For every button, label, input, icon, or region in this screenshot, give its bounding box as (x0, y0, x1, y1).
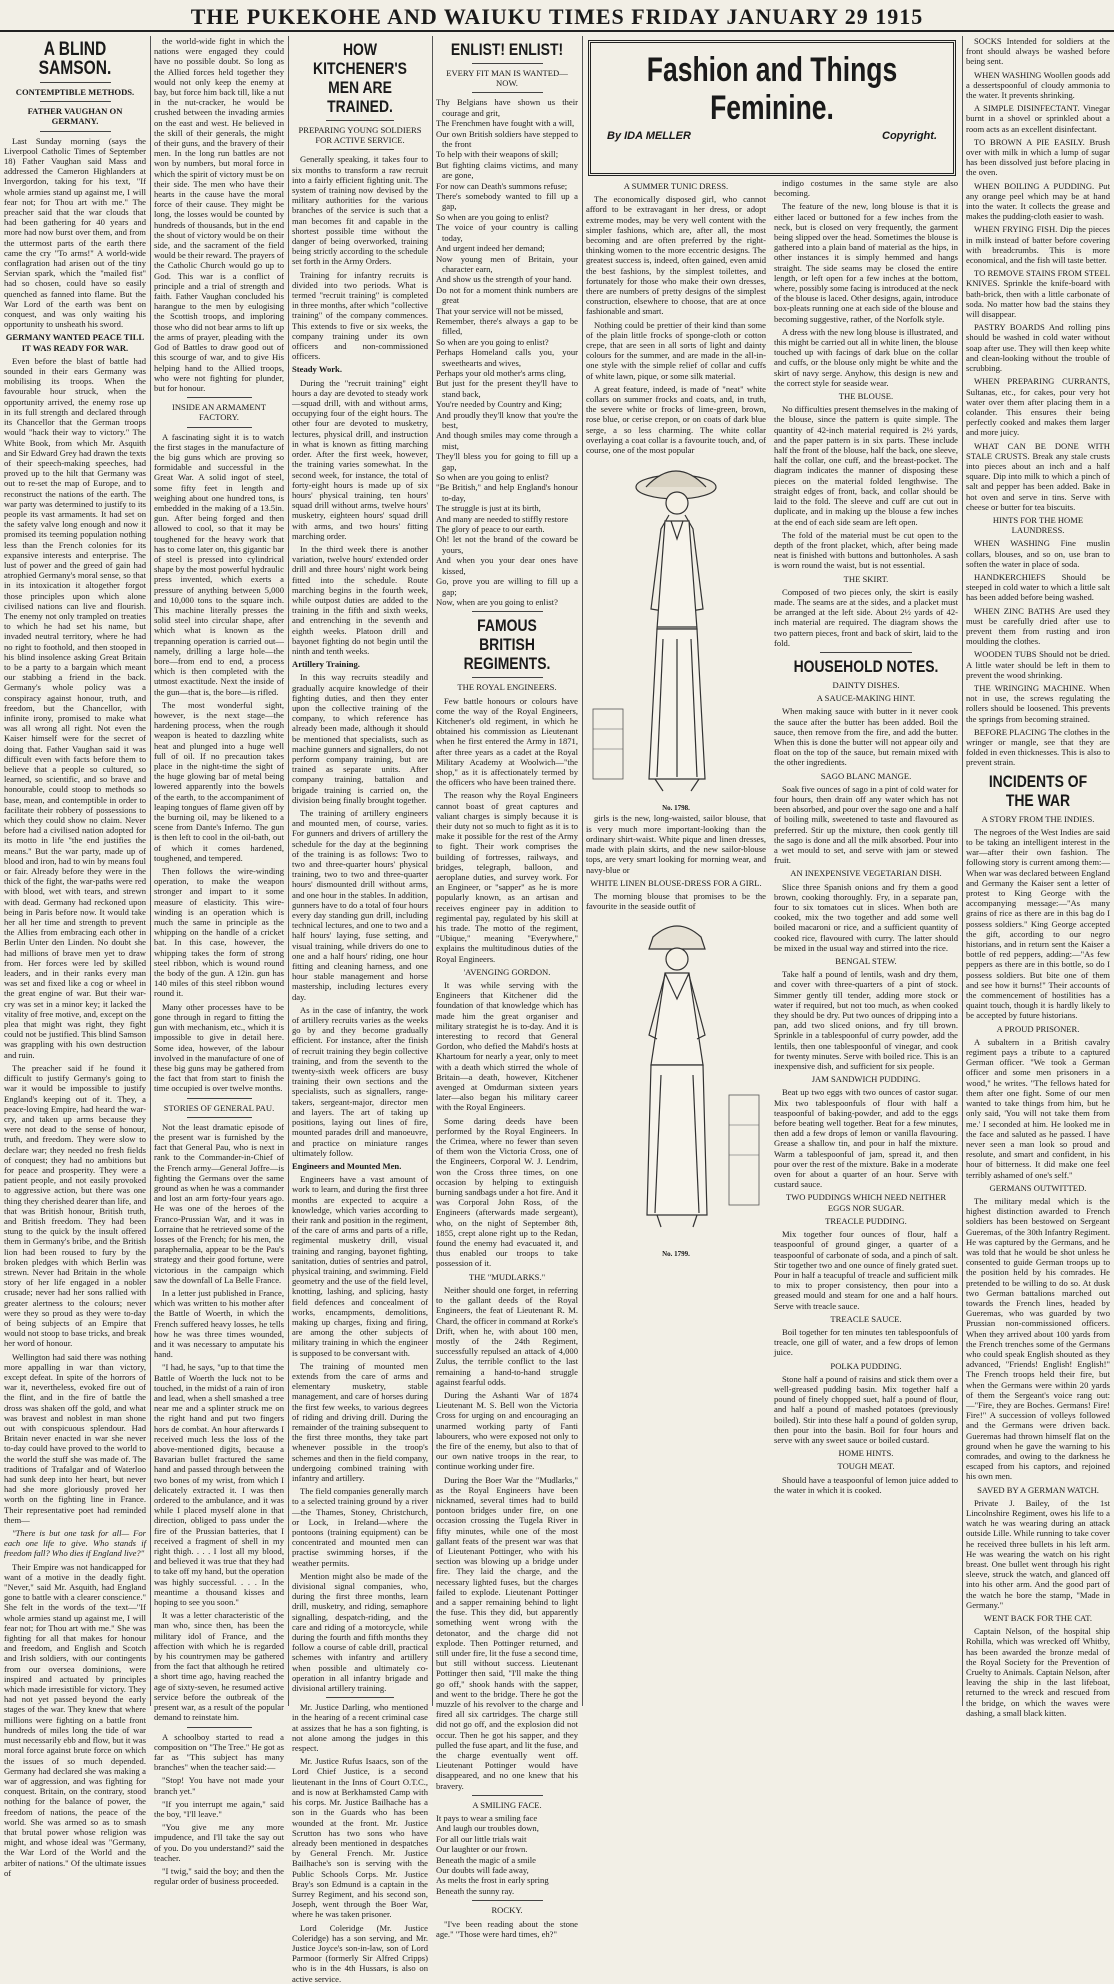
article-paragraph: No difficulties present themselves in the making of the blouse, since the pattern is quite simple. The quantity of 42-inch material required is 2½ yards, and the paper pattern is in six parts. These include half the front of the blouse, half the back, one sleeve, half the collar, one cuff, and the breast-pocket. The diagram indicates the manner of disposing these pieces on the material folded lengthwise. The straight edges of front, back, and collar should be laid to the fold. The sleeve and cuff are cut out in duplicate, and in making up the blouse a few inches at the end of each side seam are left open. (774, 404, 958, 527)
smiling-poem (436, 1813, 578, 1896)
article-paragraph: "Stop! You have not made your branch yet." (154, 1775, 284, 1796)
subhead-germany-wanted-peace: GERMANY WANTED PEACE TILL IT WAS READY FOR WAR. (5, 332, 145, 353)
poem-line: Perhaps Homeland calls you, your sweethearts and wives, (436, 347, 578, 368)
article-paragraph: Lord Coleridge (Mr. Justice Coleridge) has a son serving, and Mr. Justice Joyce's son-in-law, son of Lord Parmoor (formerly Sir Alfred Cripps) who is in the 4th Hussars, is also on active service. (292, 1922, 428, 1984)
poem-line: As melts the frost in early spring (436, 1875, 549, 1886)
article-paragraph: Last Sunday morning (says the Liverpool Catholic Times of September 18) Father Vaughan said Mass and addressed the Cameron Highlanders at Invergordon, taking for his text, "If whole armies stand up against me, I will fear not; for Thou art with me." The preacher said that the war clouds that had been gathering for 40 years and more had now burst over them, and from the uttermost parts of the earth there came the cry "To arms!" A world-wide conflagration had arisen out of the tiny Servian spark, which the "mailed fist" had so chosen, could have so easily quenched as fanned into flame. But the War Lord of the earth was bent on conquest, and was only waiting his opportunity to unsheath his sword. (4, 135, 146, 330)
article-paragraph: Mention might also be made of the divisional signal companies, who, during the first three months, learn drill, musketry, and riding, semaphore signalling, despatch-riding, and the care and riding of a motorcycle, while during the fourth and fifth months they follow a course of cable drill, practical schemes with infantry and artillery when possible and ultimately co-operation in all infantry brigade and divisional artillery training. (292, 1570, 428, 1694)
subhead-summer-tunic: A SUMMER TUNIC DRESS. (623, 181, 729, 191)
headline-regiments: FAMOUS BRITISH REGIMENTS. (463, 616, 551, 674)
subhead-blouse: THE BLOUSE. (838, 391, 894, 402)
article-paragraph: In a letter just published in France, which was written to his mother after the Battle of Woerth, in which the French suffered heavy losses, he tells how he was three times wounded, and it was necessary to amputate his hand. (154, 1287, 284, 1360)
recipe-text: Should have a teaspoonful of lemon juice added to the water in which it is cooked. (774, 1474, 958, 1495)
article-paragraph: indigo costumes in the same style are also becoming. (774, 178, 958, 199)
subhead-father-vaughan: FATHER VAUGHAN ON GERMANY. (27, 106, 123, 127)
poem-line: "Be British," and help England's honour to-day, (436, 482, 578, 503)
fashion-left-column (586, 178, 766, 1708)
recipe-text: Boil together for ten minutes ten tablespoonfuls of treacle, one gill of water, and a few drops of lemon juice. (774, 1326, 958, 1358)
article-paragraph: Neither should one forget, in referring to the gallant deeds of the Royal Engineers, the feat of Lieutenant R. M. Chard, the officer in command at Rorke's Drift, when he, with about 100 men, mostly of the 24th Regiment, successfully repulsed an attack of 4,000 Zulus, the terrible conflict to the last remaining a hand-to-hand struggle against fearful odds. (436, 1284, 578, 1387)
poem-line: For now can Death's summons refuse; (436, 180, 568, 191)
article-paragraph: During the Ashanti War of 1874 Lieutenant M. S. Bell won the Victoria Cross for urging on and encouraging an unarmed working party of Fanti labourers, who were exposed not only to the fire of the enemy, but also to that of our own native troops in the rear, to continue working under fire. (436, 1389, 578, 1472)
poem-line: They'll bless you for going to fill up a gap, (436, 451, 578, 472)
article-paragraph: Even before the blast of battle had sounded in their ears Germany was mobilising its troops. When the favourable hour struck, when the opportunity arrived, the enemy rose up in its full strength and declared through its Chancellor that the German troops would "hack their way to victory." The White Book, from which Mr. Asquith and Sir Edward Grey had drawn the texts of their speech-making speeches, had proved up to the hilt that Germany was out to re-set the map of Europe, and to reconstruct the nations of the earth. The war party was determined to justify to its people its vast armaments. It had set on the safety valve long enough and now it promised its teeming population nothing less than the French colonies for its expansive interests and enterprise. The lust of power and the greed of gain had atrophied Germany's moral sense, so that in its intoxication it altogether forgot those principles upon which alone civilised nations can live and flourish. The enemy not only trampled on treaties to which he had set his name, but invaded neutral territory, where he had no right to foothold, and then stooped in his blind insolence asking Great Britain to be a party to a bargain which meant our stabbing a friend in the back. Germany's whole policy was a conspiracy against honour, truth, and freedom, but the Chancellor, with infinite irony, promised to make what was all wrong all right. Not even the Kaiser himself were for the secret of doing that. Father Vaughan said it was difficult even with facts before them to believe that a people so cultured, so learned, so scientific, and so brave and honourable, could stoop to methods so base, mean, and contemptible in order to facilitate their robbery of possessions to which they could show no claim. Never before had a civilised nation adopted for its motto in life "the end justifies the means." But the war party, made up of blood and iron, had to win by means foul or fair. Already before they were in the thick of the fight, the war-paths were red with blood, wet with tears, and strewn with dead. Germany had reckoned upon being in Paris before now. It would take her all her time and strength to prevent the Allies from embracing each other in Berlin Unter den Linden. No doubt she had millions of brave men yet to draw from. Her forces were led by skilled leaders, and in their ranks every man was set and fixed like a cog or wheel in the great engine of war. But their war-cry was set in a minor key; it lacked the vitality of free motive, and, except on the plea that might was right, they fight could not be justified. This blind Samson was grappling with his own destruction and ruin. (4, 355, 146, 1060)
poem-line: Go, prove you are willing to fill up a gap; (436, 576, 578, 597)
subhead-royal-engineers: THE ROYAL ENGINEERS. (457, 682, 557, 693)
poem-line: Oh! let not the brand of the coward be yours, (436, 534, 578, 555)
article-paragraph: Composed of two pieces only, the skirt is easily made. The seams are at the sides, and a placket must be arranged at the left side. About 2½ yards of 42-inch material are required. The diagram shows the two pattern pieces, front and back of skirt, laid to the fold. (774, 586, 958, 648)
article-paragraph: Training for infantry recruits is divided into two periods. What is termed "recruit training" is completed in three months, after which "collective training" of the company commences. This extends to five or six weeks, the company training under its own officers and non-commissioned officers. (292, 269, 428, 362)
poem-line: You're needed by Country and King; (436, 399, 562, 410)
article-paragraph: "If you interrupt me again," said the boy, "I'll leave." (154, 1798, 284, 1819)
fashion-illustration-1799 (591, 915, 761, 1245)
poem-line: And show us the strength of your hand. (436, 274, 572, 285)
joke-rocky: "I've been reading about the stone age." "Those were hard times, eh?" (436, 1918, 578, 1939)
headline-household-notes: HOUSEHOLD NOTES. (793, 656, 939, 676)
article-paragraph: The training of artillery engineers and mounted men, of course, varies. For gunners and drivers of artillery the schedule for the day at the beginning of the training is as follows: Two to two and three-quarter hours' physical training, two to two and three-quarter hours' dismounted drill without arms, and one hour in the stables. In addition, gunners have to do a total of four hours every day standing gun drill, including technical lectures, and one to two and a half hours' laying, fuse setting, and visual training, while drivers do one to one and a half hours' riding, one hour fitting and cleaning harness, and one hour stable management and horse mastership, including lectures every day. (292, 808, 428, 1002)
article-paragraph: "I twig," said the boy; and then the regular order of business proceeded. (154, 1865, 284, 1887)
column-rule (582, 36, 583, 1706)
article-paragraph: Mr. Justice Rufus Isaacs, son of the Lord Chief Justice, is a second lieutenant in the Inns of Court O.T.C., and is now at Berkhamsted Camp with his corps. Mr. Justice Bailhache has a son in the Guards who has been wounded at the front. Mr. Justice Scrutton has two sons who have already been mentioned in despatches by General French. Mr. Justice Bailhache's son is serving with the Public Schools Corps. Mr. Justice Bray's son Edmund is a captain in the Surrey Regiment, and his second son, Joseph, went through the Boer War, where he was taken prisoner. (292, 1756, 428, 1920)
poem-line: So when are you going to enlist? (436, 211, 549, 222)
hint-heading: WENT BACK FOR THE CAT. (983, 1613, 1093, 1624)
column-enlist (436, 36, 578, 1939)
article-paragraph: It was a letter characteristic of the man who, since then, has been the military idol of France, and the affection with which he is regarded by his countrymen may be gathered from the fact that although he retired a short time ago, having reached the age of sixty-seven, he resumed active service before the outbreak of the present war, as a result of the popular demand to reinstate him. (154, 1610, 284, 1723)
hint-text: WHEN ZINC BATHS Are used they must be carefully dried after use to prevent them from rusting and iron moulding the clothes. (966, 605, 1110, 647)
subhead-preparing: PREPARING YOUNG SOLDIERS FOR ACTIVE SERVICE. (298, 125, 422, 146)
article-paragraph: During the Boer War the "Mudlarks," as the Royal Engineers have been nicknamed, several times had to build pontoon bridges under fire, on one occasion crossing the Tugela River in fifty minutes, while one of the most gallant feats of the present war was that of Lieutenant Pottinger, who with his section was blowing up a bridge under fire. They laid the charge, and the necessary lighted fuses, but the charges failed to explode. Lieutenant Pottinger and a sapper remaining behind to light the fuse. This they did, but apparently something went wrong with the detonator, and the charge did not explode. Then Pottinger returned, and still under fire, lit the fuse a second time, but still without success. Lieutenant Pottinger then said, "I'll make the thing go off," shook hands with the sapper, and went to the bridge. There he got the muzzle of his revolver to the charge and fired all six cartridges. The charge still did not go off, and the explosion did not occur. Then he got his sapper, and they pulled the fuse apart, and lit the fuse, and the charge eventually went off. Lieutenant Pottinger would have disappeared, and no one knew that his bravery. (436, 1474, 578, 1791)
poem-line: The Frenchmen have fought with a will, (436, 118, 575, 129)
hint-text: TO REMOVE STAINS FROM STEEL KNIVES. Sprinkle the knife-board with bath-brick, then with a little carbonate of soda. No matter how bad the stains they will disappear. (966, 268, 1110, 320)
poem-line: There's somebody wanted to fill up a gap, (436, 191, 578, 212)
subhead-skirt: THE SKIRT. (843, 573, 889, 584)
subhead-engineers: Engineers and Mounted Men. (292, 1160, 402, 1171)
poem-line: Beneath the magic of a smile (436, 1854, 536, 1865)
poem-line: And though smiles may come through a mist, (436, 430, 578, 451)
recipe-text: When making sauce with butter in it never cook the sauce after the butter has been added. Boil the sauce, then remove from the fire, and add the butter. When this is done the butter will not appear oily and float on the top of the sauce, but remain mixed with the other ingredients. (774, 706, 958, 768)
poem-line: And laugh our troubles down, (436, 1823, 539, 1834)
fashion-title (631, 51, 913, 127)
poem-line: Do not for a moment think numbers are great (436, 284, 578, 306)
recipe-text: Take half a pound of lentils, wash and dry them, and cover with three-quarters of a pint of stock. Simmer gently till tender, adding more stock or water if required, but not too much, as when cooked they should be dry. Put two ounces of dripping into a pan, add two sliced onions, and fry till brown. Sprinkle in a tablespoonful of curry powder, add the lentils, then one tablespoonful of vinegar, and cook for twenty minutes. Serve with boiled rice. This is an inexpensive dish, and sufficient for six people. (774, 969, 958, 1072)
quoted-verse: "There is but one task for all— For each one life to give. Who stands if freedom fall? Who dies if England live?" (4, 1528, 146, 1559)
poem-line: Our doubts will fade away, (436, 1865, 529, 1876)
hint-text: WHEN FRYING FISH. Dip the pieces in milk instead of batter before covering with breadcrumbs. This is more economical, and the fish will taste better. (966, 224, 1110, 266)
poem-line: And when you your dear ones have kissed, (436, 555, 578, 576)
subhead-armament-factory: INSIDE AN ARMAMENT FACTORY. (171, 402, 267, 423)
column-kitchener (292, 36, 428, 1984)
poem-line: Our laughter or our frown. (436, 1844, 528, 1855)
article-paragraph: The field companies generally march to a selected training ground by a river—the Thames, Stoney, Christchurch, or Lock, in Ireland—where the pontoons (training equipment) can be concentrated and mounted men can practise swimming horses, if the weather permits. (292, 1486, 428, 1568)
subhead-avenging-gordon: 'AVENGING GORDON. (463, 966, 551, 977)
hint-text: WHEN PREPARING CURRANTS, Sultanas, etc., for cakes, pour very hot water over them after placing them in a colander. This ensures their being perfectly cooked and makes them larger and more juicy. (966, 376, 1110, 438)
subhead-dainty-dishes: DAINTY DISHES. (832, 679, 900, 690)
article-paragraph: Not the least dramatic episode of the present war is furnished by the fact that General Pau, who is next in rank to the Commander-in-Chief of the French army—General Joffre—is fighting the Germans over the same ground as when he was a commander and lost an arm forty-four years ago. He was one of the heroes of the Franco-Prussian War, and it was in Lorraine that he retrieved some of the losses of the French; for his men, the paraphernalia, appear to be the Pau's strategy and their good fortune, were victorious in the campaign which saw the downfall of La Belle France. (154, 1121, 284, 1285)
recipe-heading: HOME HINTS. (838, 1448, 894, 1459)
recipe-heading: TOUGH MEAT. (837, 1461, 895, 1472)
poem-line: And proudly they'll know that you're the best, (436, 409, 578, 430)
subhead-artillery: Artillery Training. (292, 659, 360, 670)
recipe-heading: TREACLE PUDDING. (825, 1215, 907, 1226)
recipe-heading: JAM SANDWICH PUDDING. (811, 1074, 921, 1085)
article-paragraph: The preacher said if he found it difficult to justify Germany's going to war it would be impossible to justify England's keeping out of it. They, a peace-loving Empire, had heard the war-cry, and taken up arms because they were not dead to the sense of honour, truth, and freedom. They were slow to declare war; they needed no fresh fields of conquest; they had no ambitions but for peace and prosperity. They were a patient people, and not easily provoked to aggressive action, but there was one thing they cherished dearer than life, and that was British honour, British truth, and British freedom. They had been stung to the quick by the insult offered them in Germany's bribe, and the British lion had been roused to fury by the broken pledges with which Berlin was strewn. Never had Britain in the whole story of her life engaged in a nobler crusade; never had her sons rallied with greater alertness to the colours; never were they so proud as they were to-day of being subjects of an Empire that would not stoop to base tricks, and break her word of honour. (4, 1062, 146, 1349)
article-paragraph: "You give me any more impudence, and I'll take the say out of you. Do you understand?" said the teacher. (154, 1822, 284, 1863)
hint-heading: A STORY FROM THE INDIES. (981, 813, 1095, 824)
article-paragraph: girls is the new, long-waisted, sailor blouse, that is very much more important-looking than the ordinary shirt-waist. White pique and linen dresses, made with plain skirts, and the new sailor-blouse tops, are very smart looking for morning wear, and navy-blue or (586, 813, 766, 875)
fashion-illustration-1798 (591, 459, 761, 799)
column-rule (962, 36, 963, 1706)
article-paragraph: Their Empire was not handicapped for want of a motive in the deadly fight. "Never," said Mr. Asquith, had England gone to battle with a clearer conscience." She felt in the words of the text—"If whole armies stand up against me, I will fear not; for Thou art with me." She was fighting for all that makes for honour and freedom, and English and Scotch and Irish soldiers, with our contingents from our oversea dominions, were inspired and actuated by principles which made irresistible for victory. They had not yet passed beyond the early stages of the war. They knew that where millions were fighting on a battle front hundreds of miles long the tide of war must necessarily ebb and flow, but it was moral force against brute force on which the issues of so much depended. Germany had declared she was making a war of aggression, and was fighting for conquest. Britain, on the contrary, stood nothing for the balance of power, the freedom of nations, the peace of the world. She was armed so as to smash that brutal power whose religion was might, and whose ideal was "Germany, the War Lord of the World and the arbiter of nations." Of the ultimate issues of (4, 1561, 146, 1878)
poem-line: To help with their weapons of skill; (436, 149, 559, 160)
recipe-heading: TREACLE SAUCE. (830, 1313, 902, 1324)
poem-line: But fighting claims victims, and many are gone, (436, 159, 578, 181)
poem-line: The struggle is just at its birth, (436, 503, 541, 514)
article-paragraph: Mr. Justice Darling, who mentioned in the hearing of a recent criminal case at assizes that he has a son fighting, is not alone among the judges in this respect. (292, 1702, 428, 1754)
recipe-heading: TWO PUDDINGS WHICH NEED NEITHER EGGS NOR SUGAR. (785, 1192, 947, 1213)
poem-line: Now, when are you going to enlist? (436, 596, 558, 607)
hint-heading: SAVED BY A GERMAN WATCH. (977, 1484, 1099, 1495)
hint-text: BEFORE PLACING The clothes in the wringer or mangle, see that they are folded in even thicknesses. This is also to prevent strain. (966, 726, 1110, 768)
hints-list (966, 36, 1110, 1718)
article-paragraph: Many other processes have to be gone through in regard to fitting the gun with mechanism, etc., which it is impossible to give in detail here. Some idea, however, of the labour involved in the manufacture of one of these big guns may be gathered from the fact that from start to finish the time occupied is over twelve months. (154, 1001, 284, 1094)
article-paragraph: In the third week there is another variation, twelve hours' extended order drill and three hours' night work being fitted into the schedule. Route marching begins in the fourth week, while outpost duties are added to the training in the fifth and sixth weeks, and entrenching in the seventh and eighth weeks. Platoon drill and bayonet fighting do not begin until the ninth and tenth weeks. (292, 543, 428, 656)
column-world-wide-fight (154, 36, 284, 1887)
hint-text: WHEN BOILING A PUDDING. Put any orange peel which may be at hand into the water. It collects the grease and makes the pudding-cloth easier to wash. (966, 180, 1110, 222)
poem-line: It pays to wear a smiling face (436, 1813, 538, 1824)
article-paragraph: Wellington had said there was nothing more appalling in war than victory, except defeat. In spite of the horrors of war it, nevertheless, evoked fire out of the flint, and in the fire of battle the dross was shaken off the gold, and what was bravest and noblest in man shone out with conspicuous splendour. Had Britain never enacted in war she never to-day could have proved to the world to the world the stuff she was made of. The traditions of Trafalgar and of Waterloo had sunk deep into her heart, but never had she more gloriously proved her worth on the fighting line in France. Their representative poet had reminded them— (4, 1351, 146, 1525)
article-paragraph: Few battle honours or colours have come the way of the Royal Engineers, Kitchener's old regiment, in which he obtained his commission as Lieutenant when he first entered the Army in 1871, after three years as a cadet at the Royal Military Academy at Woolwich—"the shop," as it is affectionately termed by the officers who have been trained there. (436, 695, 578, 788)
poem-line: So when are you going to enlist? (436, 472, 549, 483)
headline-enlist: ENLIST! ENLIST! (450, 40, 564, 59)
recipe-text: Soak five ounces of sago in a pint of cold water for four hours, then drain off any water which has not been absorbed, and pour over the sago one and a half of boiling milk, sweetened to taste and flavoured as preferred. Stir up the mixture, then cook gently till the sago is done and all the milk absorbed. Pour into a wet mould to set, and serve with jam or stewed fruit. (774, 783, 958, 866)
column-rule (432, 36, 433, 1706)
enlist-poem (436, 97, 578, 607)
article-paragraph: The most wonderful sight, however, is the next stage—the hardening process, when the rough weapon is heated to dazzling white heat and plunged into a huge well full of oil. If no precaution takes place in the night-time the sight of the huge glowing bar of metal being lowered apparently into the bowels of the earth, to the accompaniment of leaping tongues of flame given off by the burning oil, may be likened to a scene from Dante's Inferno. The gun is then left to cool in the oil-bath, out of which it comes hardened, toughened, and tempered. (154, 699, 284, 863)
hint-text: Captain Nelson, of the hospital ship Rohilla, which was wrecked off Whitby, has been awarded the bronze medal of the Royal Society for the Prevention of Cruelty to Animals. Captain Nelson, after leaving the ship in the last lifeboat, returned to the wreck and rescued from the bridge, on which the waves were dashing, a small black kitten. (966, 1626, 1110, 1718)
article-paragraph: The morning blouse that promises to be the favourite in the seaside outfit of (586, 890, 766, 912)
article-paragraph: The feature of the new, long blouse is that it is either laced or buttoned for a few inches from the neck, but is closed on very frequently, the garment being slipped over the head. Sometimes the blouse is gathered into a plain band of material as the hips, in other instances it is simply hemmed and hangs straight. The side seams may be closed the entire length, or left open for a few inches at the bottom, where, possibly some facing is introduced at the neck of the blouse is laced. Other designs, again, introduce box-pleats running one at each side of the blouse and becoming suggestive, rather, of the Norfolk style. (774, 201, 958, 324)
poem-line: Our own British soldiers have stepped to the front (436, 128, 578, 150)
headline-blind-samson: A BLIND SAMSON. (38, 39, 112, 79)
poem-line: Perhaps your old mother's arms cling, (436, 367, 566, 378)
recipe-heading: SAGO BLANC MANGE. (820, 770, 912, 781)
headline-kitchener: HOW KITCHENER'S MEN ARE TRAINED. (313, 40, 407, 116)
hint-text: WHEN WASHING Fine muslin collars, blouses, and so on, use bran to soften the water in place of soda. (966, 538, 1110, 569)
article-paragraph: Some daring deeds have been performed by the Royal Engineers. In the Crimea, where no fewer than seven of them won the Victoria Cross, one of the Engineers, Corporal W. J. Lendrim, won the Cross three times, on one occasion by helping to extinguish burning sandbags under a hot fire. And it was Corporal John Ross, of the Engineers (afterwards made sergeant), who, on the night of September 8th, 1855, crept alone right up to the Redan, found the enemy had evacuated it, and thus enabled our troops to take possession of it. (436, 1115, 578, 1269)
fashion-banner (588, 40, 956, 176)
byline-author: By IDA MELLER (607, 130, 691, 142)
article-paragraph: The reason why the Royal Engineers cannot boast of great captures and valiant charges is simply because it is their duty not so much to fight as it is to make it possible for the rest of the Army to fight. Their work comprises the building of fortresses, railways, and bridges, telegraph, balloon, and aeroplane duties, and survey work. For an Engineer, or "sapper" as he is more popularly known, as an artisan and receives engineer pay in addition to regimental pay, regulated by his skill at his trade. The motto of the regiment, "Ubique," meaning "Everywhere," explains the multitudinous duties of the Royal Engineers. (436, 790, 578, 964)
hint-text: A SIMPLE DISINFECTANT. Vinegar burnt in a shovel or sprinkled about a room acts as an excellent disinfectant. (966, 103, 1110, 134)
hint-text: WHEN WASHING Woollen goods add a dessertspoonful of cloudy ammonia to the water. It prevents shrinking. (966, 69, 1110, 101)
article-paragraph: It was while serving with the Engineers that Kitchener did the foundation of that knowledge which has made him the great organiser and military strategist he is to-day. And it is interesting to record that General Gordon, who defied the Mahdi's hosts at Khartoum for nearly a year, only to meet with a death which stirred the whole of Britain—a death, however, Kitchener avenged at Omdurman sixteen years later—also began his military career with the Royal Engineers. (436, 980, 578, 1113)
article-paragraph: A fascinating sight it is to watch the first stages in the manufacture of the big guns which are proving so formidable and successful in the Great War. A solid ingot of steel, some fifty feet in length and weighing about one hundred tons, is embedded in the making of a 13.5in. gun. After being forged and then allowed to cool, so that it may be toughened for the heavy work that has to come later on, this gigantic bar of steel is pressed into cylindrical shape by the most powerful hydraulic press invented, which exerts a pressure of anything between 5,000 and 10,000 tons to the square inch. This machine literally presses the solid steel into circular shape, after which what is known as the trepanning operation is carried out—namely, drilling a large hole—the bore—from end to end, a process which is then completed with the utmost exactitude. Next the inside of the gun—that is, the bore—is rifled. (154, 431, 284, 697)
poem-line: For all our little trials wait (436, 1833, 527, 1844)
column-blind-samson (4, 36, 146, 1878)
article-paragraph: Engineers have a vast amount of work to learn, and during the first three months are expected to acquire a knowledge, which varies according to their rank and position in the regiment, of the care of arms and parts of a rifle, regimental musketry drill, visual training and ranging, bayonet fighting, sanitation, duties of sentries and patrol, physical training, and swimming. Field geometry and the use of the field level, knotting, lashing, and splicing, hasty field defences and concealment of works, encampments, demolitions, making up charges, fixing and firing, are among the other subjects of military training in which the engineer is supposed to be conversant with. (292, 1174, 428, 1358)
subhead-steady-work: Steady Work. (292, 364, 342, 375)
hint-heading: GERMANS OUTWITTED. (989, 1182, 1087, 1193)
fashion-title-line2: Feminine. (710, 89, 834, 127)
article-paragraph: The training of mounted men extends from the care of arms and elementary musketry, stable management, and care of horses during the first few weeks, to various degrees of riding and driving drill. During the remainder of the training subsequent to the first three months, they take part whenever possible in the troop's schemes and then in the field company, undergoing combined training with infantry and artillery. (292, 1360, 428, 1483)
recipe-text: Beat up two eggs with two ounces of castor sugar. Mix two tablespoonfuls of flour with half a teaspoonful of baking-powder, and add to the eggs before beating well together. Beat for a few minutes, then add a few drops of lemon or vanilla flavouring. Grease a shallow tin, and pour in half the mixture. Warm a tablespoonful of jam, spread it, and then pour over the rest of the mixture. Bake in a moderate oven for about a quarter of an hour. Serve with custard sauce. (774, 1087, 958, 1190)
poem-line: That your service will not be missed, (436, 305, 564, 316)
article-paragraph: As in the case of infantry, the work of artillery recruits varies as the weeks go by and they become gradually efficient. For instance, after the finish of recruit training they begin collective training, and from the seventh to the twenty-sixth week officers are busy training their own sections and the specialists, such as signallers, range-takers, sergeant-major, director men and layers. The art of taking up positions, laying out lines of fire, mounted parades drill and manoeuvre, and practice on miniature ranges ultimately follow. (292, 1004, 428, 1158)
article-paragraph: A schoolboy started to read a composition on "The Tree." He got as far as "This subject has many branches" when the teacher said:— (154, 1731, 284, 1773)
subhead-general-pau: STORIES OF GENERAL PAU. (163, 1102, 275, 1113)
subhead-every-fit-man: EVERY FIT MAN IS WANTED—NOW. (446, 68, 568, 89)
byline-copyright: Copyright. (882, 130, 937, 142)
hint-text: WHAT CAN BE DONE WITH STALE CRUSTS. Break any stale crusts into pieces about an inch and a half square. Dip into milk to which a pinch of salt and pepper has been added. Bake in hot oven and serve in tins. Serve with cheese or butter for tea biscuits. (966, 440, 1110, 512)
recipe-text: Stone half a pound of raisins and stick them over a well-greased pudding basin. Mix together half a pound of finely chopped suet, half a pound of flour, and half a pound of mashed potatoes (previously boiled). Stir into these half a pound of golden syrup, then pour into the basin. Boil for four hours and serve with any sweet sauce or boiled custard. (774, 1373, 958, 1445)
recipe-heading: BENGAL STEW. (835, 956, 897, 967)
household-items (774, 693, 958, 1495)
article-paragraph: The economically disposed girl, who cannot afford to be extravagant in her dress, or adopt extreme modes, may be very well content with the simpler fashions, which are, after all, the most becoming and are often preferred by the right-thinking women to the more eccentric designs. The greatest success is, indeed, often gained, even amid the best fashions, by the simplest toilettes, and fortunately for those who make their own dresses, there are numbers of pretty designs of the simplest construction, elsewhere to choose, that are at once fashionable and smart. (586, 194, 766, 317)
caption-1799: No. 1799. (662, 1250, 690, 1259)
hint-heading: INCIDENTS OF THE WAR (988, 771, 1088, 810)
article-paragraph: During the "recruit training" eight hours a day are devoted to steady work—squad drill, with and without arms, occupying four of the eight hours. The other four are devoted to musketry, lectures, physical drill, and instruction in what is known as fitting marching order. After the first week, however, the training varies somewhat. In the second week, for instance, the total of forty-eight hours is made up of six hours' physical training, ten hours' squad drill without arms, twelve hours' musketry, eighteen hours' squad drill with arms, and two hours' fitting marching order. (292, 377, 428, 541)
hint-heading: HINTS FOR THE HOME LAUNDRESS. (992, 514, 1084, 536)
caption-1798: No. 1798. (662, 804, 690, 813)
hint-text: HANDKERCHIEFS Should be steeped in cold water to which a little salt has been added before being washed. (966, 571, 1110, 603)
hint-text: WOODEN TUBS Should not be dried. A little water should be left in them to prevent the wood shrinking. (966, 649, 1110, 680)
article-paragraph: "I had, he says, "up to that time the Battle of Woerth the luck not to be touched, in the midst of a rain of iron and lead, when a shell smashed a tree near me and a splinter struck me on the right hand and put two fingers hors de combat. An hour afterwards I received much less the loss of the above-mentioned digits, because a Bavarian bullet fractured the same hand and passed through between the two bones of my wrist, from which I delicately extracted it. I was then ordered to the ambulance, and it was while I placed myself alone in that direction, obliged to pass under the fire of the Prussian batteries, that I received a fragment of shell in my right thigh. . . . I lost all my blood, and believed it was true that they had to take off my hand, but the operation was highly successful. . . . In the meantime a thousand kisses and hoping to see you soon." (154, 1362, 284, 1608)
recipe-text: Slice three Spanish onions and fry them a good brown, cooking thoroughly. Fry, in a separate pan, four to six tomatoes cut in slices. When both are cooked, mix the two together and add some well boiled macaroni or rice, and a sufficient quantity of cooked rice, flavoured with curry. The latter should be mixed in the usual way and stirred into the rice. (774, 881, 958, 953)
recipe-heading: POLKA PUDDING. (830, 1360, 902, 1371)
subhead-mudlarks: THE "MUDLARKS." (468, 1271, 546, 1282)
recipe-heading: A SAUCE-MAKING HINT. (816, 693, 916, 704)
subhead-white-linen: WHITE LINEN BLOUSE-DRESS FOR A GIRL. (590, 877, 762, 888)
hint-heading: A PROUD PRISONER. (996, 1023, 1080, 1034)
article-paragraph: Generally speaking, it takes four to six months to transform a raw recruit into a fairly efficient fighting unit. The system of training now devised by the military authorities for the various branches of the service is such that a man becomes fit and capable in the shortest possible time without the danger of being overworked, training being strictly according to the schedule set forth in the Army Orders. (292, 154, 428, 267)
poem-line: And many are needed to stiffly restore (436, 513, 569, 524)
hint-text: THE WRINGING MACHINE. When not in use, the screws regulating the rollers should be loosened. This prevents the springs from becoming strained. (966, 682, 1110, 724)
column-rule (150, 36, 151, 1706)
poem-line: So when are you going to enlist? (436, 336, 549, 347)
hint-text: SOCKS Intended for soldiers at the front should always be washed before being sent. (966, 36, 1110, 67)
hint-text: A subaltern in a British cavalry regiment pays a tribute to a captured German officer. "We took a German officer and some men prisoners in a wood," he writes. "The fellows hated for them after one fight. Some of our men wanted to take things from him, but he only said, 'You will not take them from me.' I seconded at him. He looked me in the face and saluted as he passed. I have never seen a man look so proud and resolute, and smart and confident, in his hour of bitterness. It did make one feel terribly ashamed of one's self." (966, 1036, 1110, 1180)
poem-line: The voice of your country is calling today, (436, 222, 578, 243)
fashion-section (586, 36, 958, 1711)
poem-line: Now young men of Britain, your character earn, (436, 253, 578, 274)
poem-line: And urgent indeed her demand; (436, 243, 545, 254)
article-paragraph: A dress with the new long blouse is illustrated, and this might be carried out all in white linen, the blouse touched up with facings of dark blue on the collar and cuffs, or the blouse only might be white and the skirt of navy serge. Anyhow, this design is new and the correct style for seaside wear. (774, 326, 958, 388)
subhead-contemptible: CONTEMPTIBLE METHODS. (15, 87, 135, 97)
poem-line: Beneath the sunny ray. (436, 1885, 515, 1896)
hint-text: Private J. Bailey, of the 1st Lincolnshire Regiment, owes his life to a watch he was wearing during an attack outside Lille. While running to take cover he received three bullets in his left arm. He was wearing the watch on his right breast. One bullet went through his right sleeve, struck the watch, and glanced off into his other arm. And the good part of the watch he bore the stamp, "Made in Germany." (966, 1497, 1110, 1610)
recipe-text: Mix together four ounces of flour, half a teaspoonful of ground ginger, a quarter of a teaspoonful of carbonate of soda, and a pinch of salt. Stir together two and one ounce of finely grated suet. Pour in half a teacupful of treacle and sufficient milk to mix to proper consistency, then pour into a greased mould and steam for one and a half hours. Serve with treacle sauce. (774, 1229, 958, 1311)
fashion-byline (607, 131, 937, 141)
hint-text: The military medal which is the highest distinction awarded to French soldiers has been bestowed on Sergeant Gueremas, of the 30th Infantry Regiment. He was captured by the Germans, and he was told that he would be shot unless he consented to guide German troops up to the position held by his comrades. He pretended to be willing to do so. At dusk two German battalions marched out towards the French lines, headed by Gueremas, who was guarded by two Prussian non-commissioned officers. When they arrived about 100 yards from the French trenches some of the Germans who could speak English shouted as they advanced, "Friends! English! English!" The French troops held their fire, but when the Germans were within 20 yards of them the Sergeant's voice rang out:—"Fire, they are Boches. Germans! Fire! Fire!" A succession of volleys followed and the Germans were driven back. Gueremas had thrown himself flat on the ground when he gave the warning to his comrades, and owing to the darkness he escaped from his captors, and rejoined his own men. (966, 1195, 1110, 1482)
subhead-smiling-face: A SMILING FACE. (472, 1799, 542, 1810)
poem-line: But just for the present they'll have to stand back, (436, 378, 578, 399)
article-paragraph: In this way recruits steadily and gradually acquire knowledge of their fighting duties, and then they enter upon the collective training of the company, to which reference has already been made, although it should be mentioned that specialists, such as machine gunners and signallers, do not perform company training, but are trained as separate units. After company training, battalion and brigade training is carried on, the division being finally brought together. (292, 672, 428, 805)
fashion-right-column (774, 178, 958, 1708)
article-paragraph: Nothing could be prettier of their kind than some of the plain little frocks of sponge-cloth or cotton crepe, that are seen in all sorts of light and dainty colours for the summer, and are made in the all-in-one style with the simple relief of collar and cuffs of white lawn, pique, or some silk material. (586, 319, 766, 381)
recipe-heading: AN INEXPENSIVE VEGETARIAN DISH. (790, 868, 942, 879)
hint-text: PASTRY BOARDS And rolling pins should be washed in cold water without soap after use. They will then keep white and clean-looking without the trouble of scrubbing. (966, 322, 1110, 374)
article-paragraph: the world-wide fight in which the nations were engaged they could have no possible doubt. So long as the Allied forces held together they would not only keep the enemy at bay, but force him back till, like a nut in the nut-cracker, he would be crushed between the invading armies on the east and west. He believed in the skill of their generals, the might of their guns, and the bravery of their men. In the long run battles are not won by numbers, but moral force in which the spirit of victory must be on their side. The men who have their hearts in the cause have the moral force of their cause. They might be long, the losses would be counted by hundreds of thousands, but in the end the shout of victory would be on their side, and the sacrament of the field would be their reward. The prayers of the Catholic Church would go up to God. This war is a conflict of principle and a trial of strength and faith. Father Vaughan concluded his harangue to the men by eulogising the Scottish troops, and imploring those who did not bear arms to lift up the arms of prayer, pleading with the God of Battles to draw good out of this scourge of war, and to give His helping hand to the Allied troops, who were not fighting for plunder, but for honour. (154, 36, 284, 393)
article-paragraph: A great feature, indeed, is made of "neat" white collars on summer frocks and coats, and, in truth, the severe white or frocks of lime-green, brown, rose blue, or cerise crepon, or on coats of dark blue serge, a so less charming. The white collar overlaying a coat collar is a favourite touch, and, of course, one of the most popular (586, 383, 766, 456)
hint-text: TO BROWN A PIE EASILY. Brush over with milk in which a lump of sugar has been dissolved just before placing in the oven. (966, 136, 1110, 178)
poem-line: The glory of peace to our earth. (436, 524, 545, 535)
poem-line: Thy Belgians have shown us their courage and grit, (436, 97, 578, 118)
fashion-title-line1: Fashion and Things (646, 51, 898, 89)
column-rule (288, 36, 289, 1706)
hint-text: The negroes of the West Indies are said to be taking an intelligent interest in the war—after their own fashion. The following story is current among them:—When war was declared between England and Germany the Kaiser sent a letter of protest to King George with the accompanying message:—"As many grains of rice as there are in this bag do I possess soldiers." King George accepted the gift, according to our negro historians, and in return sent the Kaiser a bottle of red peppers, adding:—"As few peppers as there are in this bottle, so do I possess soldiers. But bite one of them and see how it burns!" Their accounts of the commencement of hostilities has a quaint touch, though it is hardly likely to be accepted by future historians. (966, 826, 1110, 1021)
article-paragraph: Then follows the wire-winding operation, to make the weapon stronger and impart to it some measure of elasticity. This wire-winding is an operation which is much the same in principle as the whipping on the handle of a cricket bat. In this case, however, the whipping takes the form of strong steel ribbon, which is wound round the body of the gun. A 12in. gun has 140 miles of this steel ribbon wound round it. (154, 866, 284, 999)
masthead: THE PUKEKOHE AND WAIUKU TIMES FRIDAY JANUARY 29 1915 (0, 4, 1114, 32)
subhead-rocky: ROCKY. (491, 1905, 523, 1916)
poem-line: Remember, there's always a gap to be filled, (436, 315, 578, 337)
column-hints (966, 36, 1110, 1718)
article-paragraph: The fold of the material must be cut open to the depth of the front placket, which, after being made neat is finished with buttons and buttonholes. A sash is worn round the waist, but is not essential. (774, 529, 958, 571)
